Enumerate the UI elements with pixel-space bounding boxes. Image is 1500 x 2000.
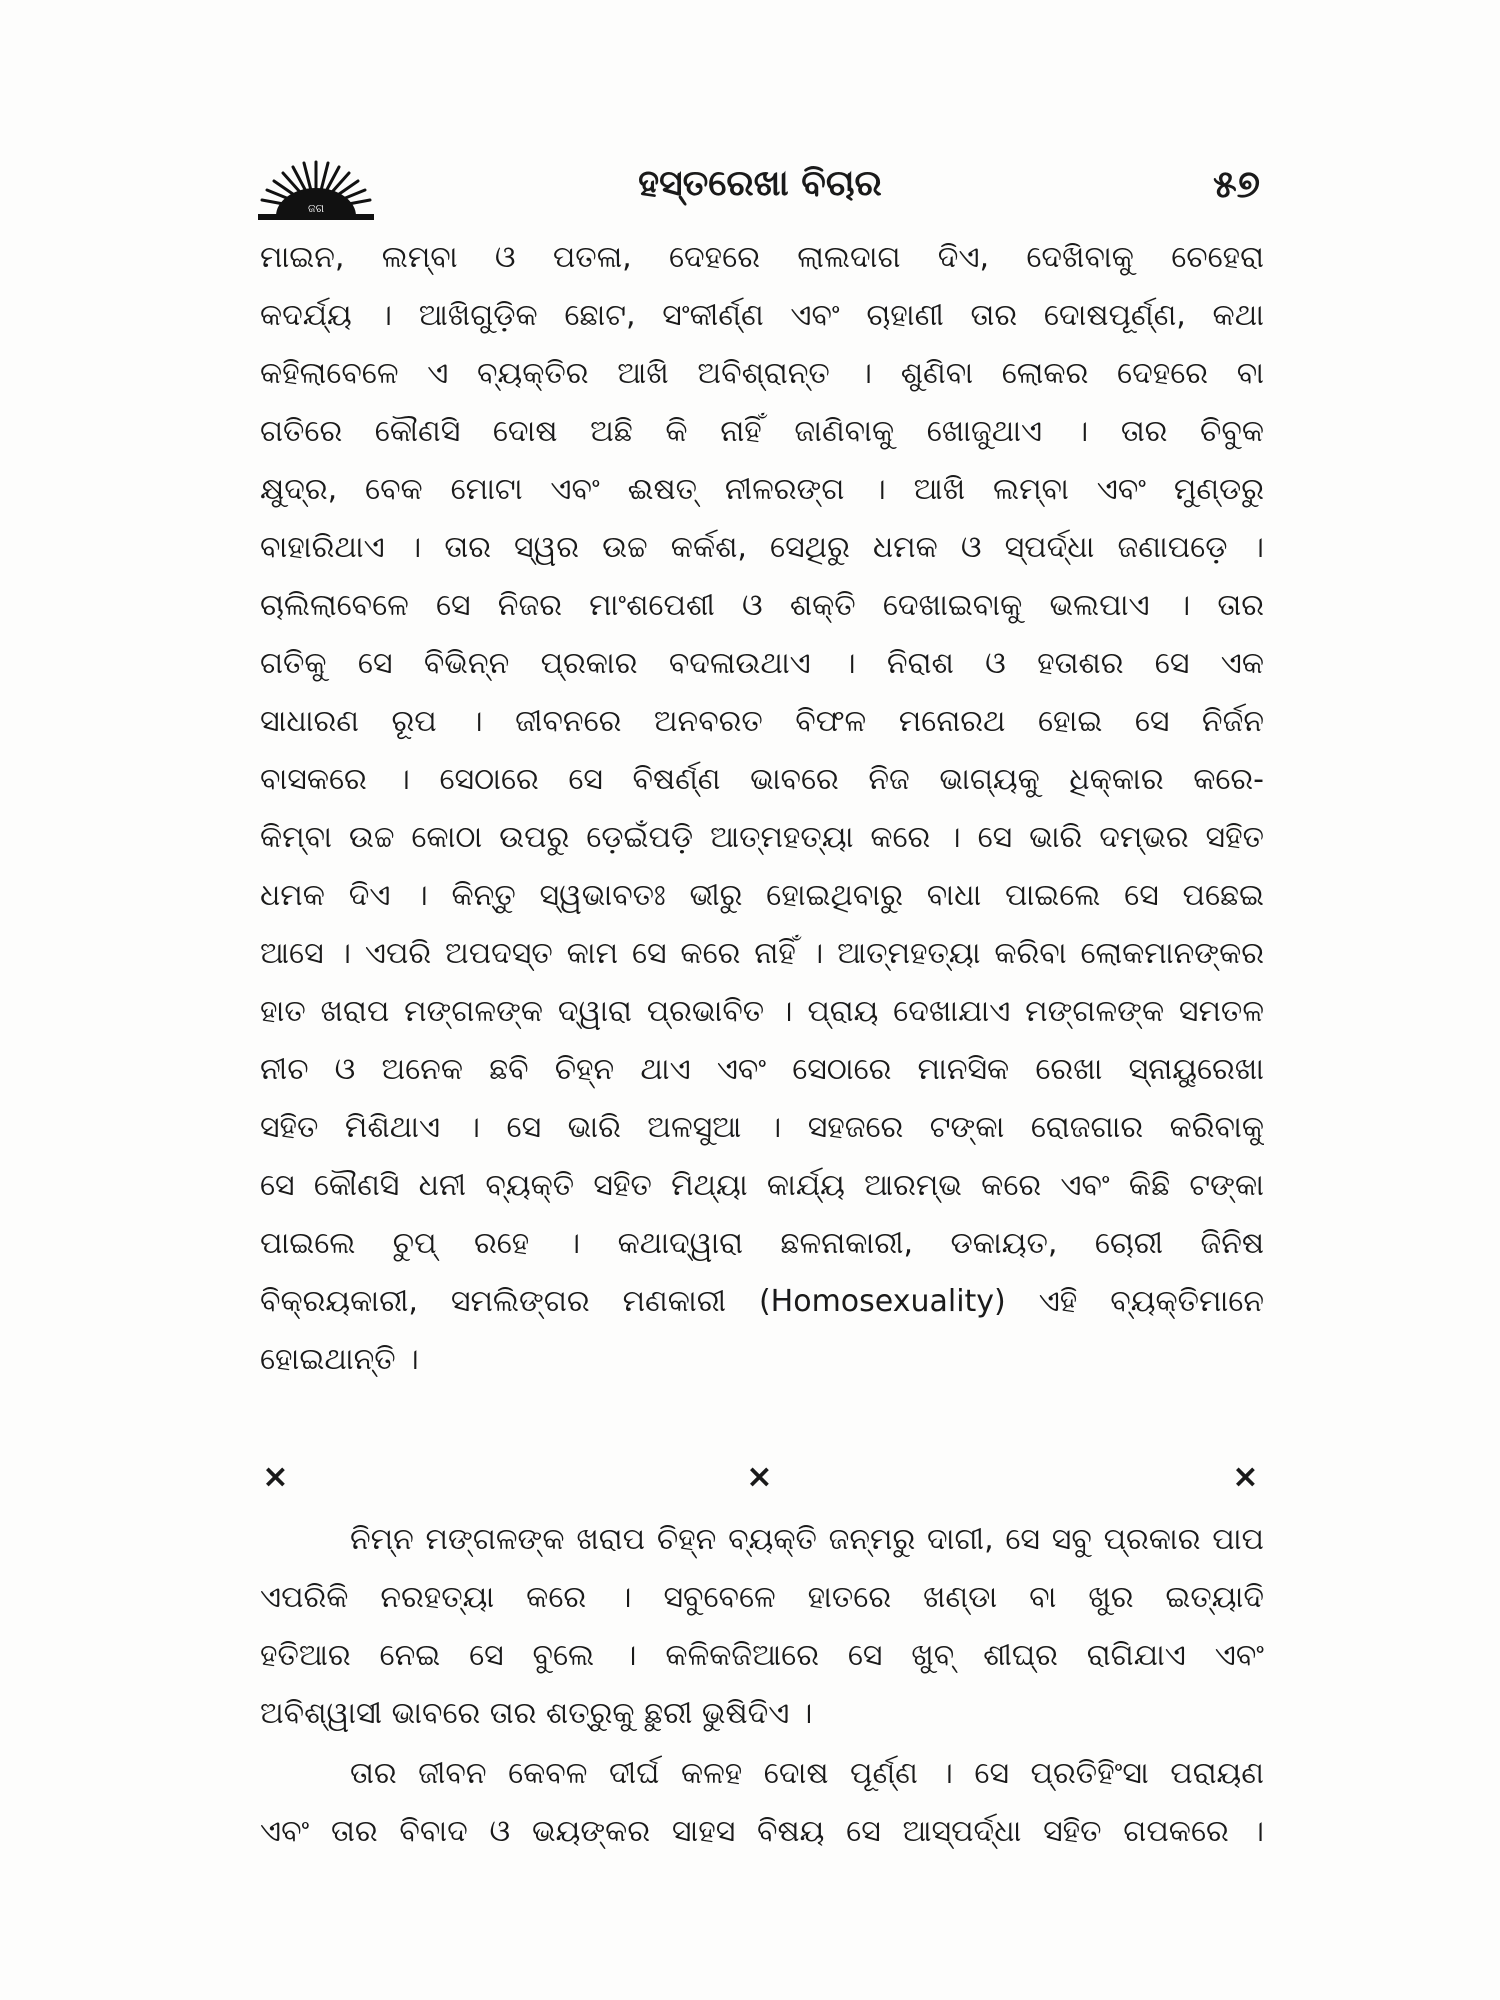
text-line: ଗତିକୁ ସେ ବିଭିନ୍ନ ପ୍ରକାର ବଦଳାଉଥାଏ । ନିରାଶ ଓ ହତାଶର ସେ ଏକ [260,646,1264,681]
text-line: ବାସକରେ । ସେଠାରେ ସେ ବିଷର୍ଣ୍ଣ ଭାବରେ ନିଜ ଭାଗ୍ୟକୁ ଧିକ୍କାର କରେ- [260,762,1264,797]
text-line: ଗତିରେ କୌଣସି ଦୋଷ ଅଛି କି ନାହିଁ ଜାଣିବାକୁ ଖୋଜୁଥାଏ । ତାର ଚିବୁକ [260,414,1264,449]
text-line: କ୍ଷୁଦ୍ର, ବେକ ମୋଟା ଏବଂ ଈଷତ୍ ନୀଳରଙ୍ଗ । ଆଖି ଲମ୍ବା ଏବଂ ମୁଣ୍ଡରୁ [260,472,1264,507]
page-number: ୫୭ [1213,162,1260,206]
separator-mark: × [262,1457,289,1495]
text-line: ଅବିଶ୍ୱାସୀ ଭାବରେ ତାର ଶତ୍ରୁକୁ ଛୁରୀ ଭୁଷିଦିଏ । [260,1696,813,1731]
text-line: ଧମକ ଦିଏ । କିନ୍ତୁ ସ୍ୱଭାବତଃ ଭୀରୁ ହୋଇଥିବାରୁ ବାଧା ପାଇଲେ ସେ ପଛେଇ [260,878,1264,913]
text-line: ମାଇନ, ଲମ୍ବା ଓ ପତଳା, ଦେହରେ ଲାଲଦାଗ ଦିଏ, ଦେଖିବାକୁ ଚେହେରା [260,240,1264,275]
text-line: ସେ କୌଣସି ଧନୀ ବ୍ୟକ୍ତି ସହିତ ମିଥ୍ୟା କାର୍ଯ୍ୟ ଆରମ୍ଭ କରେ ଏବଂ କିଛି ଟଙ୍କା [260,1168,1264,1203]
text-line: ସହିତ ମିଶିଥାଏ । ସେ ଭାରି ଅଳସୁଆ । ସହଜରେ ଟଙ୍କା ରୋଜଗାର କରିବାକୁ [260,1110,1264,1145]
text-line: ବାହାରିଥାଏ । ତାର ସ୍ୱର ଉଚ୍ଚ କର୍କଶ, ସେଥିରୁ ଧମକ ଓ ସ୍ପର୍ଦ୍ଧା ଜଣାପଡ଼େ । [260,530,1264,565]
text-line: କଦର୍ଯ୍ୟ । ଆଖିଗୁଡ଼ିକ ଛୋଟ, ସଂକୀର୍ଣ୍ଣ ଏବଂ ଚାହାଣୀ ତାର ଦୋଷପୂର୍ଣ୍ଣ, କଥା [260,298,1264,333]
text-line: କହିଲାବେଳେ ଏ ବ୍ୟକ୍ତିର ଆଖି ଅବିଶ୍ରାନ୍ତ । ଶୁଣିବା ଲୋକର ଦେହରେ ବା [260,356,1264,391]
text-line: ହତିଆର ନେଇ ସେ ବୁଲେ । କଳିକଜିଆରେ ସେ ଖୁବ୍ ଶୀଘ୍ର ରାଗିଯାଏ ଏବଂ [260,1638,1264,1673]
text-line: ନୀଚ ଓ ଅନେକ ଛବି ଚିହ୍ନ ଥାଏ ଏବଂ ସେଠାରେ ମାନସିକ ରେଖା ସ୍ନାୟୁରେଖା [260,1052,1264,1087]
text-line: ପାଇଲେ ଚୁପ୍ ରହେ । କଥାଦ୍ୱାରା ଛଳନାକାରୀ, ଡକାୟତ, ଚୋରୀ ଜିନିଷ [260,1226,1264,1261]
separator-mark: × [746,1457,773,1495]
text-line: ନିମ୍ନ ମଙ୍ଗଳଙ୍କ ଖରାପ ଚିହ୍ନ ବ୍ୟକ୍ତି ଜନ୍ମରୁ ଦାଗୀ, ସେ ସବୁ ପ୍ରକାର ପାପ [350,1522,1264,1557]
text-line: ତାର ଜୀବନ କେବଳ ଦୀର୍ଘ କଳହ ଦୋଷ ପୂର୍ଣ୍ଣ । ସେ ପ୍ରତିହିଂସା ପରାୟଣ [350,1756,1264,1791]
text-line: କିମ୍ବା ଉଚ୍ଚ କୋଠା ଉପରୁ ଡ଼େଇଁପଡ଼ି ଆତ୍ମହତ୍ୟା କରେ । ସେ ଭାରି ଦମ୍ଭର ସହିତ [260,820,1264,855]
text-line: ଏପରିକି ନରହତ୍ୟା କରେ । ସବୁବେଳେ ହାତରେ ଖଣ୍ଡା ବା ଖୁର ଇତ୍ୟାଦି [260,1580,1264,1615]
sunburst-emblem-icon [258,158,374,220]
svg-text:ଜଗ: ଜଗ [307,202,325,215]
text-line: ହୋଇଥାନ୍ତି । [260,1342,419,1377]
text-line: ସାଧାରଣ ରୂପ । ଜୀବନରେ ଅନବରତ ବିଫଳ ମନୋରଥ ହୋଇ ସେ ନିର୍ଜନ [260,704,1264,739]
text-line: ଆସେ । ଏପରି ଅପଦସ୍ତ କାମ ସେ କରେ ନାହିଁ । ଆତ୍ମହତ୍ୟା କରିବା ଲୋକମାନଙ୍କର [260,936,1264,971]
text-line: ଚାଲିଲାବେଳେ ସେ ନିଜର ମାଂଶପେଶୀ ଓ ଶକ୍ତି ଦେଖାଇବାକୁ ଭଲପାଏ । ତାର [260,588,1264,623]
running-title: ହସ୍ତରେଖା ବିଚାର [638,163,882,204]
separator-mark: × [1232,1457,1259,1495]
text-line: ବିକ୍ରୟକାରୀ, ସମଲିଙ୍ଗର ମଣକାରୀ (Homosexuality) ଏହି ବ୍ୟକ୍ତିମାନେ [260,1284,1264,1319]
text-line: ଏବଂ ତାର ବିବାଦ ଓ ଭୟଙ୍କର ସାହସ ବିଷୟ ସେ ଆସ୍ପର୍ଦ୍ଧା ସହିତ ଗପକରେ । [260,1814,1264,1849]
text-line: ହାତ ଖରାପ ମଙ୍ଗଳଙ୍କ ଦ୍ୱାରା ପ୍ରଭାବିତ । ପ୍ରାୟ ଦେଖାଯାଏ ମଙ୍ଗଳଙ୍କ ସମତଳ [260,994,1264,1029]
